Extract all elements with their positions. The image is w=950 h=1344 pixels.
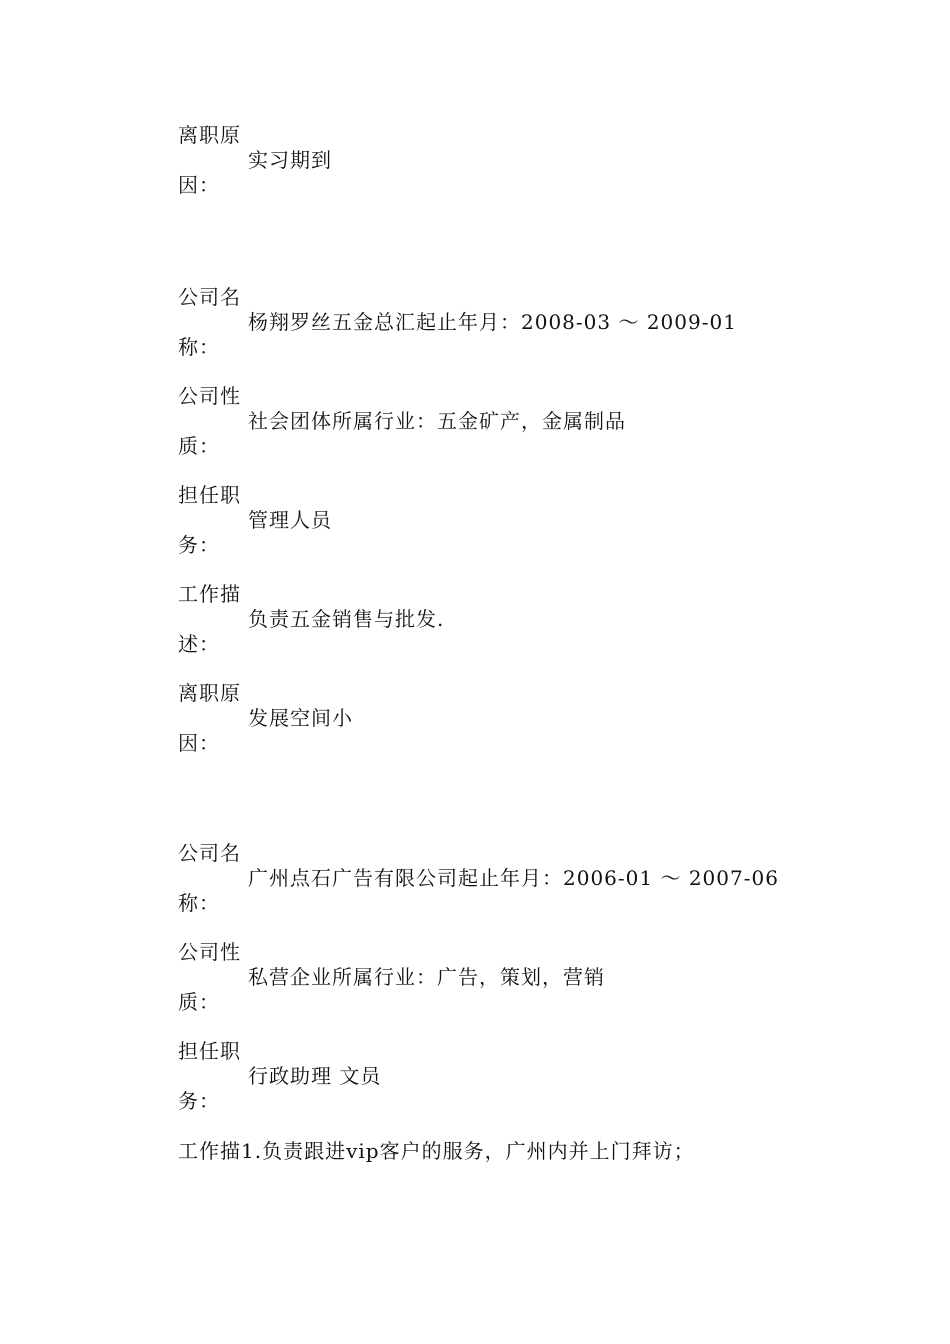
- field-label: 离职原: [178, 123, 241, 147]
- field-value: 杨翔罗丝五金总汇起止年月：2008-03 ～ 2009-01: [248, 310, 737, 334]
- field-label: 公司性: [178, 940, 241, 964]
- field-label: 因：: [178, 731, 220, 755]
- field-label: 述：: [178, 632, 220, 656]
- field-label: 称：: [178, 335, 220, 359]
- field-value: 私营企业所属行业：广告，策划，营销: [248, 965, 605, 989]
- job-description-line: 工作描1.负责跟进vip客户的服务，广州内并上门拜访；: [178, 1139, 695, 1163]
- field-label: 公司性: [178, 384, 241, 408]
- field-label: 称：: [178, 891, 220, 915]
- field-value: 实习期到: [248, 148, 332, 172]
- field-value: 社会团体所属行业：五金矿产，金属制品: [248, 409, 626, 433]
- field-value: 负责五金销售与批发.: [248, 607, 445, 631]
- field-label: 务：: [178, 1089, 220, 1113]
- field-label: 质：: [178, 990, 220, 1014]
- field-value: 管理人员: [248, 508, 332, 532]
- field-label: 因：: [178, 173, 220, 197]
- field-label: 质：: [178, 434, 220, 458]
- field-label: 担任职: [178, 1039, 241, 1063]
- field-label: 担任职: [178, 483, 241, 507]
- field-value: 广州点石广告有限公司起止年月：2006-01 ～ 2007-06: [248, 866, 779, 890]
- field-value: 发展空间小: [248, 706, 353, 730]
- field-value: 行政助理 文员: [248, 1064, 382, 1088]
- field-label: 务：: [178, 533, 220, 557]
- field-label: 公司名: [178, 841, 241, 865]
- field-label: 离职原: [178, 681, 241, 705]
- field-label: 工作描: [178, 582, 241, 606]
- field-label: 公司名: [178, 285, 241, 309]
